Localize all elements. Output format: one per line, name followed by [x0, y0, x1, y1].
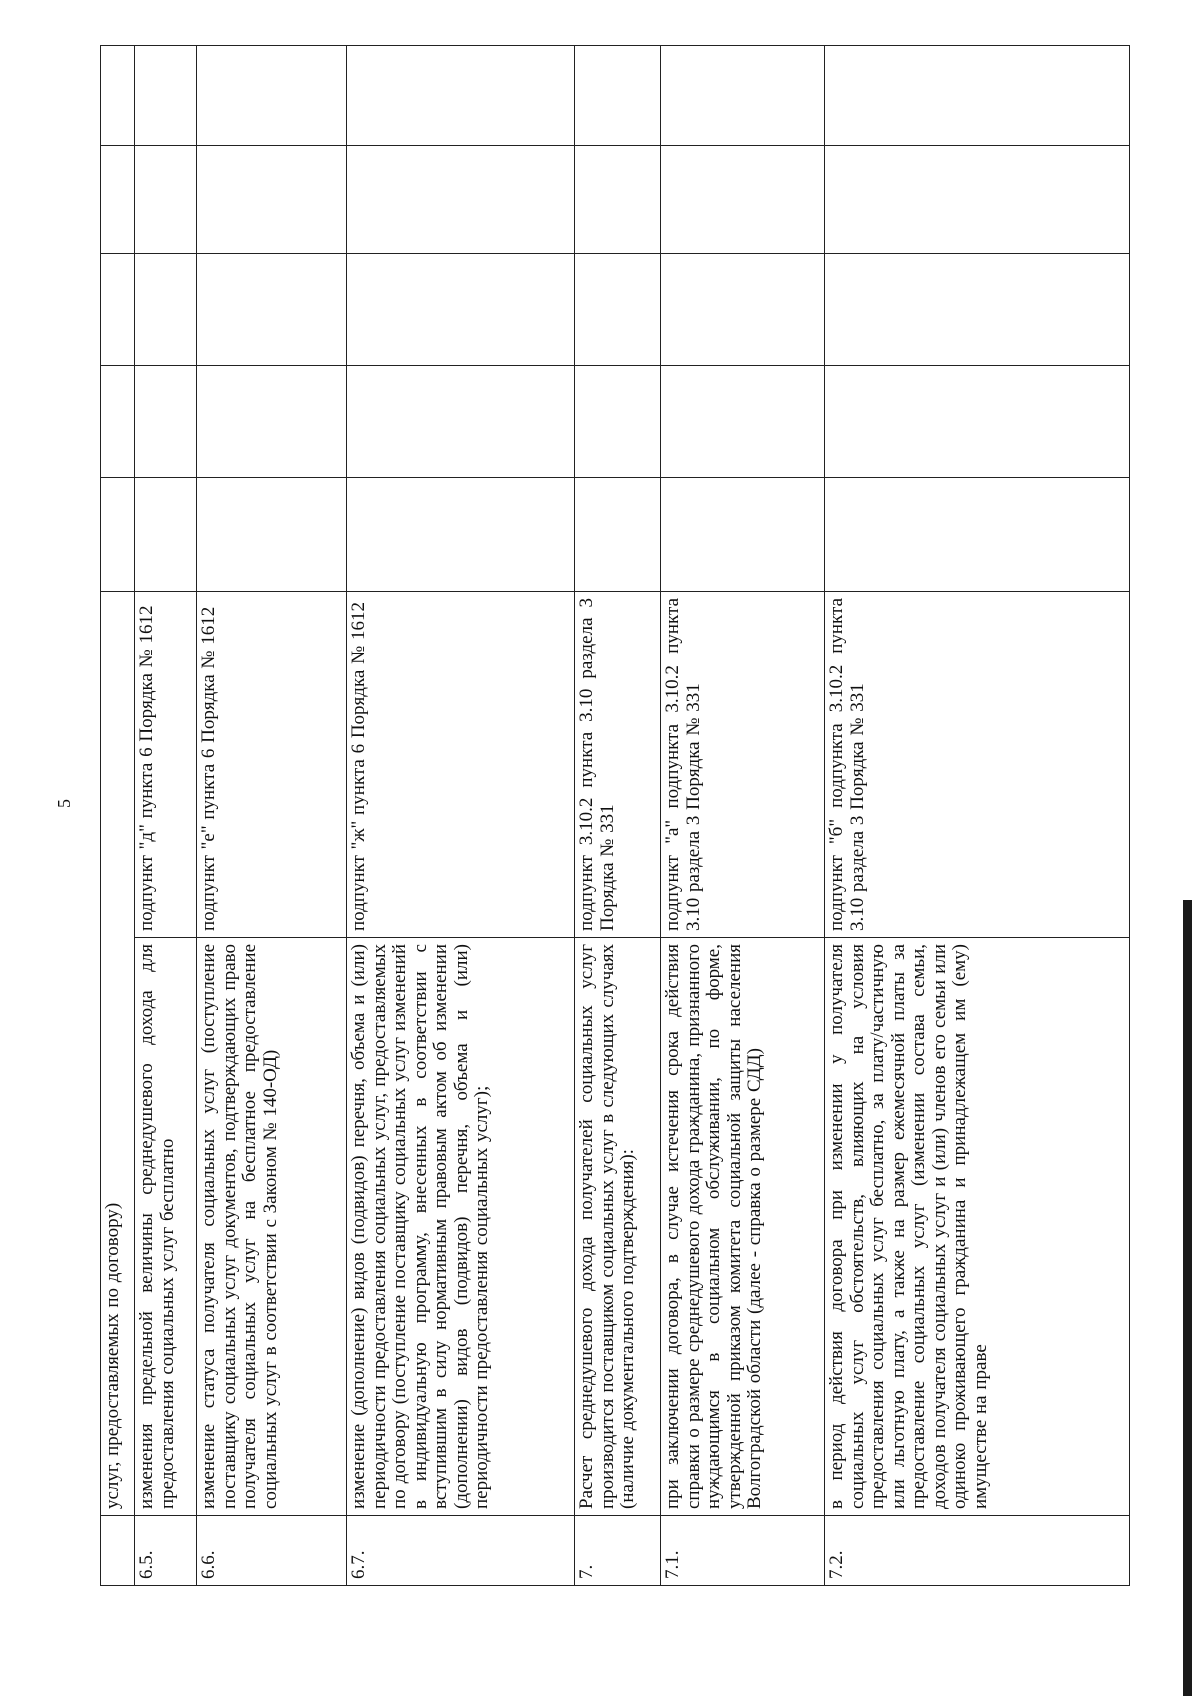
- continuation-header: услуг, предоставляемых по договору): [101, 591, 135, 1515]
- row-number: 7.2.: [825, 1516, 1130, 1586]
- table-cell-empty: [661, 365, 825, 477]
- table-cell-empty: [825, 145, 1130, 253]
- table-cell-empty: [575, 145, 661, 253]
- table-cell-empty: [825, 365, 1130, 477]
- table-row: [197, 45, 347, 1585]
- row-basis: подпункт 3.10.2 пункта 3.10 раздела 3 Порядка № 331: [575, 591, 661, 937]
- table-cell-empty: [101, 145, 135, 253]
- row-description: изменения предельной величины среднедушевого дохода для предоставления социальных услуг бесплатно: [135, 938, 197, 1516]
- table-cell-empty: [825, 253, 1130, 365]
- table-row: [135, 45, 197, 1585]
- table-cell-empty: [347, 145, 575, 253]
- table-cell-empty: [101, 253, 135, 365]
- row-description: при заключении договора, в случае истечения срока действия справки о размере среднедушевого дохода гражданина, признанного нуждающимся в социальном обслуживании, по форме, утвержденной приказом комитета социальной защиты населения Волгоградской области (далее - справка о размере СДД): [661, 938, 825, 1516]
- table-cell-empty: [575, 365, 661, 477]
- table-cell-empty: [197, 45, 347, 145]
- row-number: 6.7.: [347, 1516, 575, 1586]
- rotated-page-content: [100, 46, 1130, 1586]
- table-cell-empty: [825, 45, 1130, 145]
- row-number: 6.5.: [135, 1516, 197, 1586]
- table-cell-empty: [347, 253, 575, 365]
- table-cell-empty: [197, 145, 347, 253]
- page-number: 5: [54, 799, 74, 808]
- row-basis: подпункт "б" подпункта 3.10.2 пункта 3.10 раздела 3 Порядка № 331: [825, 591, 1130, 937]
- table-cell-empty: [347, 45, 575, 145]
- table-cell-empty: [575, 477, 661, 591]
- table-cell-empty: [101, 45, 135, 145]
- row-number: 7.: [575, 1516, 661, 1586]
- row-basis: подпункт "а" подпункта 3.10.2 пункта 3.10 раздела 3 Порядка № 331: [661, 591, 825, 937]
- requirements-table: [100, 45, 1130, 1586]
- table-cell-empty: [575, 45, 661, 145]
- table-cell-empty: [347, 477, 575, 591]
- table-cell-empty: [661, 253, 825, 365]
- table-cell-empty: [197, 477, 347, 591]
- row-basis: подпункт "ж" пункта 6 Порядка № 1612: [347, 591, 575, 937]
- table-cell-empty: [197, 365, 347, 477]
- table-cell-empty: [101, 365, 135, 477]
- row-number: 6.6.: [197, 1516, 347, 1586]
- table-cell-empty: [135, 477, 197, 591]
- table-row: [101, 45, 135, 1585]
- table-cell-empty: [347, 365, 575, 477]
- table-cell-empty: [825, 477, 1130, 591]
- table-cell-empty: [135, 45, 197, 145]
- table-cell-empty: [101, 477, 135, 591]
- table-row: [661, 45, 825, 1585]
- row-basis: подпункт "д" пункта 6 Порядка № 1612: [135, 591, 197, 937]
- table-cell-empty: [661, 145, 825, 253]
- table-row: [575, 45, 661, 1585]
- table-row: [825, 45, 1130, 1585]
- row-description: изменение статуса получателя социальных услуг (поступление поставщику социальных услуг документов, подтверждающих право получателя социальных услуг на бесплатное предоставление социальных услуг в соответствии с Законом № 140-ОД): [197, 938, 347, 1516]
- table-cell-empty: [135, 365, 197, 477]
- table-cell-empty: [135, 253, 197, 365]
- table-cell-empty: [135, 145, 197, 253]
- row-description: в период действия договора при изменении у получателя социальных услуг обстоятельств, влияющих на условия предоставления социальных услуг бесплатно, за плату/частичную или льготную плату, а также на размер ежемесячной платы за предоставление социальных услуг (изменении состава семьи, доходов получателя социальных услуг и (или) членов его семьи или одиноко проживающего гражданина и принадлежащем им (ему) имуществе на праве: [825, 938, 1130, 1516]
- table-cell-empty: [661, 45, 825, 145]
- table-row: [347, 45, 575, 1585]
- row-basis: подпункт "е" пункта 6 Порядка № 1612: [197, 591, 347, 937]
- table-cell-empty: [101, 1516, 135, 1586]
- scan-edge-border: [1183, 900, 1192, 1696]
- table-cell-empty: [661, 477, 825, 591]
- table-cell-empty: [575, 253, 661, 365]
- row-number: 7.1.: [661, 1516, 825, 1586]
- row-description: изменение (дополнение) видов (подвидов) перечня, объема и (или) периодичности предоставления социальных услуг, предоставляемых по договору (поступление поставщику социальных услуг изменений в индивидуальную программу, внесенных в соответствии с вступившим в силу нормативным правовым актом об изменении (дополнении) видов (подвидов) перечня, объема и (или) периодичности предоставления социальных услуг);: [347, 938, 575, 1516]
- table-cell-empty: [197, 253, 347, 365]
- row-description: Расчет среднедушевого дохода получателей социальных услуг производится поставщиком социальных услуг в следующих случаях (наличие документального подтверждения):: [575, 938, 661, 1516]
